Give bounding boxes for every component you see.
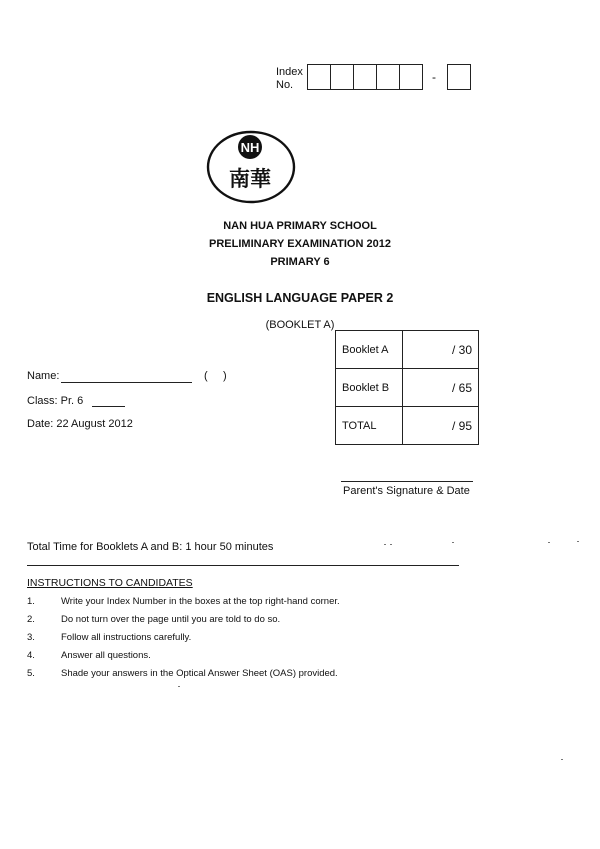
- scan-speck: [384, 544, 386, 545]
- index-number-label: [276, 66, 303, 92]
- instruction-number: 3.: [27, 632, 35, 643]
- score-label: Booklet B: [336, 369, 403, 407]
- score-table: [335, 330, 479, 445]
- exam-title: PRELIMINARY EXAMINATION 2012: [209, 238, 391, 250]
- register-number-brackets: ( ): [204, 370, 227, 382]
- scan-speck: [178, 686, 180, 687]
- instruction-number: 2.: [27, 614, 35, 625]
- instruction-number: 4.: [27, 650, 35, 661]
- school-logo: [206, 130, 296, 204]
- scan-speck: [561, 759, 563, 760]
- index-separator: -: [432, 70, 436, 84]
- name-field-line[interactable]: [61, 382, 192, 383]
- name-label: Name:: [27, 370, 60, 382]
- index-box-5[interactable]: [399, 64, 423, 90]
- class-label: Class: Pr. 6: [27, 395, 84, 407]
- score-value: / 65: [403, 369, 479, 407]
- signature-label: Parent's Signature & Date: [343, 485, 470, 497]
- class-field-line[interactable]: [92, 406, 125, 407]
- index-box-class-number[interactable]: [447, 64, 471, 90]
- logo-chinese-characters: 南華: [229, 167, 271, 191]
- instruction-number: 5.: [27, 668, 35, 679]
- index-box-4[interactable]: [376, 64, 400, 90]
- scan-speck: [390, 544, 392, 545]
- instruction-text: Follow all instructions carefully.: [61, 632, 192, 643]
- instruction-text: Do not turn over the page until you are told to do so.: [61, 614, 281, 625]
- school-name: NAN HUA PRIMARY SCHOOL: [223, 220, 377, 232]
- instruction-number: 1.: [27, 596, 35, 607]
- instructions-heading: INSTRUCTIONS TO CANDIDATES: [27, 577, 193, 589]
- score-label: Booklet A: [336, 331, 403, 369]
- total-time-text: Total Time for Booklets A and B: 1 hour 50 minutes: [27, 541, 274, 553]
- score-label: TOTAL: [336, 407, 403, 445]
- instruction-text: Write your Index Number in the boxes at the top right-hand corner.: [61, 596, 340, 607]
- index-box-1[interactable]: [307, 64, 331, 90]
- score-row: [336, 331, 479, 369]
- paper-title: ENGLISH LANGUAGE PAPER 2: [206, 291, 394, 305]
- index-label-line1: Index: [276, 66, 303, 78]
- index-box-2[interactable]: [330, 64, 354, 90]
- scan-speck: [577, 541, 579, 542]
- score-value: / 30: [403, 331, 479, 369]
- index-label-line2: No.: [276, 79, 294, 91]
- date-label: Date: 22 August 2012: [27, 418, 133, 430]
- score-row: [336, 369, 479, 407]
- score-row: [336, 407, 479, 445]
- index-box-3[interactable]: [353, 64, 377, 90]
- score-value: / 95: [403, 407, 479, 445]
- booklet-label: (BOOKLET A): [265, 319, 335, 331]
- signature-line[interactable]: [341, 481, 473, 482]
- level-label: PRIMARY 6: [270, 256, 330, 268]
- logo-letters: NH: [240, 140, 260, 155]
- instruction-text: Answer all questions.: [61, 650, 151, 661]
- scan-speck: [452, 542, 454, 543]
- instruction-text: Shade your answers in the Optical Answer Sheet (OAS) provided.: [61, 668, 338, 679]
- scan-speck: [548, 542, 550, 543]
- divider-line: [27, 565, 459, 566]
